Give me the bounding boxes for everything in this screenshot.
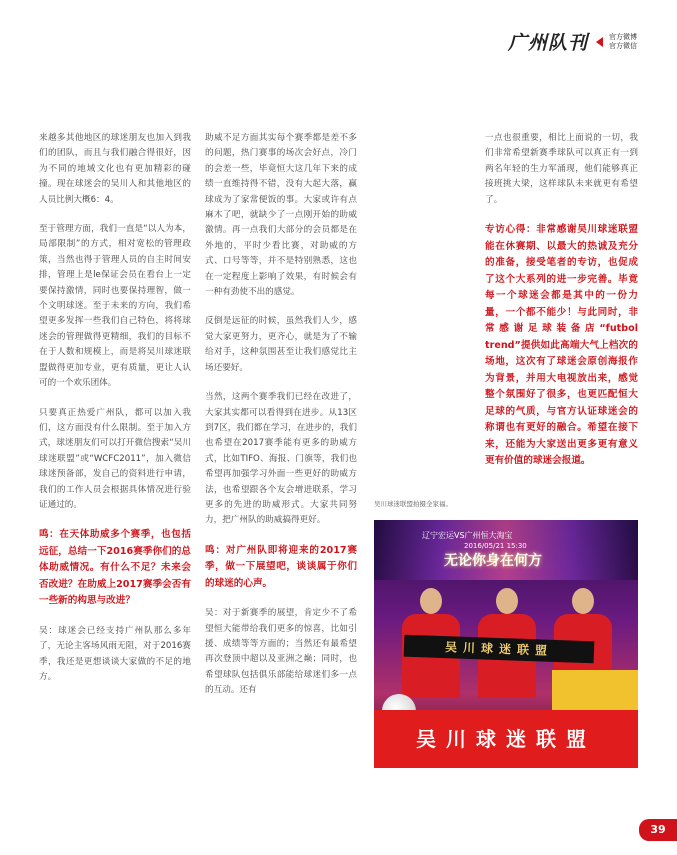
paragraph: 只要真正热爱广州队，都可以加入我们，这方面没有什么限制。至于加入方式，球迷朋友们可以打开微信搜索“吴川球迷联盟”或“WCFC2011”，加入微信球迷预备部，发自己的资料进行申请，我们的工作人员会根据具体情况进行验证通过的。 bbox=[39, 407, 191, 510]
fan-scarf: 吴川球迷联盟 bbox=[404, 635, 595, 664]
paragraph: 吴：对于新赛季的展望，肯定少不了希望恒大能带给我们更多的惊喜，比如引援、成绩等等方面的；当然还有最希望再次登顶中超以及亚洲之巅；同时，也希望球队包括俱乐部能给球迷们多一点的互动。还有 bbox=[205, 608, 357, 696]
group-photo bbox=[374, 520, 638, 768]
screen-match-text: 辽宁宏运VS广州恒大淘宝 bbox=[422, 531, 513, 540]
club-crest-board bbox=[552, 670, 638, 710]
photo-caption: 吴川球迷联盟拍摄全家福。 bbox=[374, 500, 452, 508]
fan-banner: 吴川球迷联盟 bbox=[374, 710, 638, 768]
text-column-1 bbox=[39, 131, 191, 699]
magazine-header bbox=[508, 28, 637, 55]
interview-question: 鸣：对广州队即将迎来的2017赛季，做一下展望吧，谈谈属于你们的球迷的心声。 bbox=[205, 544, 357, 589]
screen-date-text: 2016/05/21 15:30 bbox=[464, 542, 527, 550]
paragraph: 吴：球迷会已经支持广州队那么多年了，无论主客场风雨无阻，对于2016赛季，我还是更想谈谈大家做的不足的地方。 bbox=[39, 625, 191, 683]
arrow-icon bbox=[596, 37, 603, 47]
text-column-2 bbox=[205, 131, 357, 713]
wechat-label: 官方微信 bbox=[609, 41, 637, 50]
interview-question: 鸣：在天体助威多个赛季，也包括远征，总结一下2016赛季你们的总体助威情况。有什么不足？未来会否改进？在助威上2017赛季会否有一些新的构思与改进？ bbox=[39, 529, 191, 607]
paragraph: 来越多其他地区的球迷朋友也加入到我们的团队，而且与我们融合得很好，因为不同的地域文化也有更加精彩的碰撞。现在球迷会的吴川人和其他地区的人员比例大概6：4。 bbox=[39, 133, 191, 205]
interview-notes: 专访心得：非常感谢吴川球迷联盟能在休赛期、以最大的热诚及充分的准备，接受笔者的专访，也促成了这个大系列的进一步完善。毕竟每一个球迷会都是其中的一份力量，一个都不能少！与此同时，非常感谢足球装备店“futbol trend”提供如此高端大气上档次的场地，这次有了球迷会原创海报作为背景，并用大电视放出来，感觉整个氛围好了很多，也更匹配恒大足球的气质，与官方认证球迷会的称谓也有更好的融合。希望在接下来，还能为大家送出更多更有意义更有价值的球迷会报道。 bbox=[485, 224, 638, 467]
social-labels bbox=[609, 33, 637, 51]
paragraph: 反倒是远征的时候，虽然我们人少，感觉大家更努力，更齐心，就是为了不输给对手，这种氛围甚至让我们感觉比主场还要好。 bbox=[205, 316, 357, 373]
paragraph: 至于管理方面，我们一直是“以人为本，局部限制”的方式，相对宽松的管理政策，当然也得于管理人员的自主时间安排，管理上是le保证会员在看台上一定要保持激情，同时也要保持理智，做一个文明球迷。至于未来的方向，我们希望更多发挥一些我们自己特色，将将球迷会的管理做得更精细，我们的目标不在于人数和规模上，而是将吴川球迷联盟做得更加专业，更有质量，更让人认可的一个欢乐团体。 bbox=[39, 224, 191, 389]
magazine-title: 广州队刊 bbox=[507, 32, 588, 54]
paragraph: 助威不足方面其实每个赛季都是差不多的问题，热门赛事的场次会好点，冷门的会差一些，毕竟恒大这几年下来的成绩一直维持得不错，没有大起大落，赢球成为了家常便饭的事。大家或许有点麻木了吧，就缺少了一点刚开始的助威激情。再一点我们大部分的会员都是在外地的，平时少看比赛，对助威的方式、口号等等，并不是特别熟悉，这也在一定程度上影响了效果，有时候会有一种有劲使不出的感觉。 bbox=[205, 133, 357, 298]
paragraph: 一点也很重要，相比上面说的一切，我们非常希望新赛季球队可以真正有一到两名年轻的生力军涌现，他们能够真正接班挑大梁，这样球队未来就更有希望了。 bbox=[485, 133, 638, 205]
screen-slogan-text: 无论你身在何方 bbox=[444, 553, 542, 569]
text-column-3 bbox=[485, 131, 638, 484]
page-number: 39 bbox=[639, 819, 677, 841]
paragraph: 当然，这两个赛季我们已经在改进了，大家其实都可以看得到在进步。从13区到7区，我们都在学习，在进步的，我们也希望在2017赛季能有更多的助威方式，比如TIFO、海报、门旗等，我们也希望再加强学习外面一些更好的助威方法，也希望跟各个友会增进联系，学习更多的先进的助威形式。大家共同努力，把广州队的助威搞得更好。 bbox=[205, 392, 357, 526]
weibo-label: 官方微博 bbox=[609, 32, 637, 41]
